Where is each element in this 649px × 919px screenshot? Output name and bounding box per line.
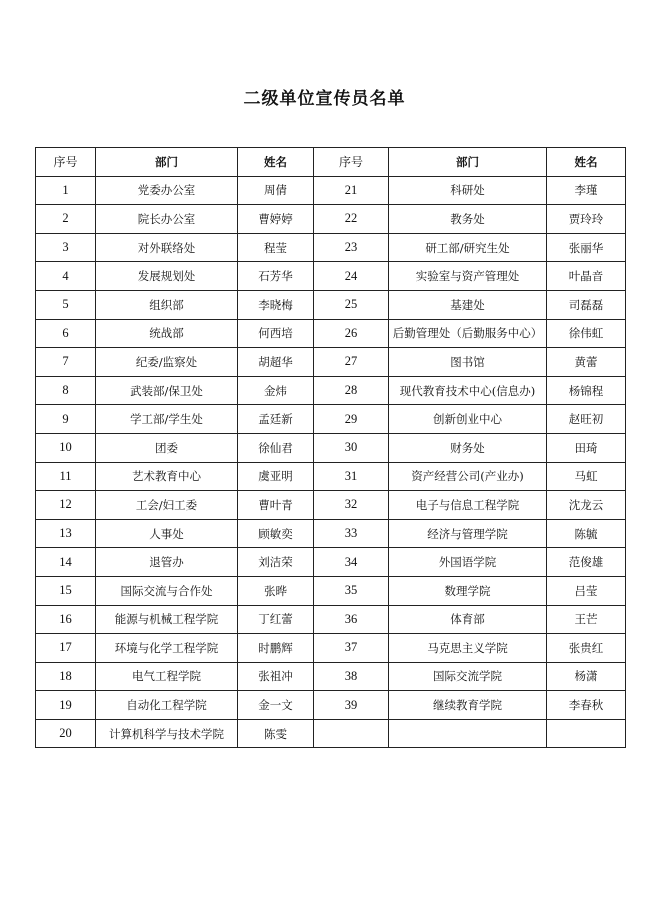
cell-left-seq: 12	[36, 491, 96, 520]
cell-right-dept: 现代教育技术中心(信息办)	[389, 376, 547, 405]
cell-right-dept: 经济与管理学院	[389, 519, 547, 548]
cell-right-dept: 电子与信息工程学院	[389, 491, 547, 520]
cell-right-seq: 36	[314, 605, 389, 634]
header-dept-right: 部门	[389, 148, 547, 177]
cell-right-dept: 数理学院	[389, 576, 547, 605]
header-seq-right: 序号	[314, 148, 389, 177]
cell-left-seq: 6	[36, 319, 96, 348]
cell-right-name: 李瑾	[547, 176, 626, 205]
cell-left-name: 金炜	[238, 376, 314, 405]
cell-left-seq: 9	[36, 405, 96, 434]
cell-right-name: 叶晶音	[547, 262, 626, 291]
cell-right-seq: 33	[314, 519, 389, 548]
cell-left-seq: 18	[36, 662, 96, 691]
table-row	[36, 548, 626, 577]
table-row	[36, 233, 626, 262]
cell-left-name: 金一文	[238, 691, 314, 720]
cell-left-seq: 10	[36, 433, 96, 462]
cell-left-dept: 退管办	[96, 548, 238, 577]
cell-left-name: 徐仙君	[238, 433, 314, 462]
cell-right-seq: 37	[314, 634, 389, 663]
cell-left-seq: 11	[36, 462, 96, 491]
cell-right-name: 吕莹	[547, 576, 626, 605]
cell-right-dept: 后勤管理处（后勤服务中心）	[389, 319, 547, 348]
cell-right-name: 黄蕾	[547, 348, 626, 377]
cell-left-name: 李晓梅	[238, 290, 314, 319]
table-row	[36, 348, 626, 377]
cell-right-seq: 34	[314, 548, 389, 577]
cell-left-dept: 能源与机械工程学院	[96, 605, 238, 634]
roster-table	[35, 147, 626, 748]
cell-right-name: 杨锦程	[547, 376, 626, 405]
cell-right-dept: 继续教育学院	[389, 691, 547, 720]
cell-right-seq: 38	[314, 662, 389, 691]
cell-right-seq: 35	[314, 576, 389, 605]
table-row	[36, 405, 626, 434]
cell-left-dept: 发展规划处	[96, 262, 238, 291]
cell-left-name: 刘洁荣	[238, 548, 314, 577]
page-title: 二级单位宣传员名单	[243, 89, 406, 109]
table-row	[36, 205, 626, 234]
cell-right-seq: 24	[314, 262, 389, 291]
cell-right-dept	[389, 719, 547, 748]
cell-right-name: 陈毓	[547, 519, 626, 548]
cell-right-dept: 创新创业中心	[389, 405, 547, 434]
cell-left-dept: 组织部	[96, 290, 238, 319]
cell-left-dept: 工会/妇工委	[96, 491, 238, 520]
cell-right-name: 李春秋	[547, 691, 626, 720]
cell-left-dept: 国际交流与合作处	[96, 576, 238, 605]
cell-left-seq: 2	[36, 205, 96, 234]
table-row	[36, 519, 626, 548]
cell-right-dept: 体育部	[389, 605, 547, 634]
cell-left-dept: 人事处	[96, 519, 238, 548]
cell-left-name: 丁红蕾	[238, 605, 314, 634]
cell-left-dept: 计算机科学与技术学院	[96, 719, 238, 748]
cell-left-name: 虞亚明	[238, 462, 314, 491]
table-row	[36, 634, 626, 663]
cell-right-name: 贾玲玲	[547, 205, 626, 234]
cell-right-name: 张丽华	[547, 233, 626, 262]
cell-left-name: 时鹏辉	[238, 634, 314, 663]
table-row	[36, 462, 626, 491]
cell-right-name: 赵旺初	[547, 405, 626, 434]
cell-right-dept: 教务处	[389, 205, 547, 234]
cell-right-seq: 26	[314, 319, 389, 348]
cell-right-seq: 29	[314, 405, 389, 434]
cell-left-seq: 17	[36, 634, 96, 663]
cell-right-seq: 25	[314, 290, 389, 319]
cell-left-dept: 环境与化学工程学院	[96, 634, 238, 663]
cell-right-dept: 外国语学院	[389, 548, 547, 577]
cell-right-name: 田琦	[547, 433, 626, 462]
cell-right-seq: 30	[314, 433, 389, 462]
cell-left-name: 张晔	[238, 576, 314, 605]
cell-left-dept: 院长办公室	[96, 205, 238, 234]
cell-right-dept: 图书馆	[389, 348, 547, 377]
cell-right-name: 范俊雄	[547, 548, 626, 577]
table-row	[36, 290, 626, 319]
cell-left-dept: 电气工程学院	[96, 662, 238, 691]
cell-right-dept: 基建处	[389, 290, 547, 319]
cell-left-dept: 纪委/监察处	[96, 348, 238, 377]
cell-left-name: 石芳华	[238, 262, 314, 291]
cell-left-seq: 14	[36, 548, 96, 577]
header-seq-left: 序号	[36, 148, 96, 177]
cell-left-name: 曹叶青	[238, 491, 314, 520]
table-row	[36, 262, 626, 291]
table-row	[36, 376, 626, 405]
cell-left-seq: 7	[36, 348, 96, 377]
cell-left-seq: 3	[36, 233, 96, 262]
cell-right-name: 司磊磊	[547, 290, 626, 319]
cell-left-seq: 20	[36, 719, 96, 748]
cell-right-dept: 国际交流学院	[389, 662, 547, 691]
cell-left-name: 程莹	[238, 233, 314, 262]
cell-right-seq: 39	[314, 691, 389, 720]
header-name-left: 姓名	[238, 148, 314, 177]
roster-body	[36, 176, 626, 748]
table-row	[36, 605, 626, 634]
cell-left-seq: 16	[36, 605, 96, 634]
cell-right-dept: 研工部/研究生处	[389, 233, 547, 262]
cell-left-name: 孟廷新	[238, 405, 314, 434]
cell-left-dept: 对外联络处	[96, 233, 238, 262]
cell-right-seq: 28	[314, 376, 389, 405]
cell-right-seq: 31	[314, 462, 389, 491]
table-header-row	[36, 148, 626, 177]
cell-left-name: 陈雯	[238, 719, 314, 748]
cell-left-name: 张祖冲	[238, 662, 314, 691]
cell-left-dept: 团委	[96, 433, 238, 462]
cell-left-name: 顾敏奕	[238, 519, 314, 548]
cell-right-seq: 27	[314, 348, 389, 377]
cell-right-seq: 23	[314, 233, 389, 262]
cell-left-name: 何西培	[238, 319, 314, 348]
cell-left-seq: 1	[36, 176, 96, 205]
cell-right-dept: 科研处	[389, 176, 547, 205]
cell-left-seq: 13	[36, 519, 96, 548]
cell-right-dept: 财务处	[389, 433, 547, 462]
cell-left-name: 周倩	[238, 176, 314, 205]
table-row	[36, 319, 626, 348]
table-row	[36, 176, 626, 205]
cell-right-name: 王芒	[547, 605, 626, 634]
cell-right-name: 徐伟虹	[547, 319, 626, 348]
cell-left-dept: 自动化工程学院	[96, 691, 238, 720]
cell-left-dept: 学工部/学生处	[96, 405, 238, 434]
cell-left-seq: 15	[36, 576, 96, 605]
cell-left-seq: 4	[36, 262, 96, 291]
cell-left-dept: 艺术教育中心	[96, 462, 238, 491]
cell-right-seq: 32	[314, 491, 389, 520]
cell-left-name: 胡超华	[238, 348, 314, 377]
cell-right-name	[547, 719, 626, 748]
table-row	[36, 491, 626, 520]
cell-right-dept: 马克思主义学院	[389, 634, 547, 663]
header-name-right: 姓名	[547, 148, 626, 177]
cell-left-dept: 党委办公室	[96, 176, 238, 205]
cell-right-dept: 资产经营公司(产业办)	[389, 462, 547, 491]
table-row	[36, 719, 626, 748]
cell-right-name: 沈龙云	[547, 491, 626, 520]
table-row	[36, 576, 626, 605]
cell-left-seq: 19	[36, 691, 96, 720]
cell-right-name: 马虹	[547, 462, 626, 491]
table-row	[36, 662, 626, 691]
table-row	[36, 691, 626, 720]
table-row	[36, 433, 626, 462]
cell-left-seq: 5	[36, 290, 96, 319]
cell-left-seq: 8	[36, 376, 96, 405]
cell-left-name: 曹婷婷	[238, 205, 314, 234]
cell-right-dept: 实验室与资产管理处	[389, 262, 547, 291]
cell-right-name: 张贵红	[547, 634, 626, 663]
cell-left-dept: 统战部	[96, 319, 238, 348]
cell-right-seq: 21	[314, 176, 389, 205]
header-dept-left: 部门	[96, 148, 238, 177]
cell-right-seq	[314, 719, 389, 748]
cell-right-name: 杨潇	[547, 662, 626, 691]
cell-right-seq: 22	[314, 205, 389, 234]
cell-left-dept: 武装部/保卫处	[96, 376, 238, 405]
